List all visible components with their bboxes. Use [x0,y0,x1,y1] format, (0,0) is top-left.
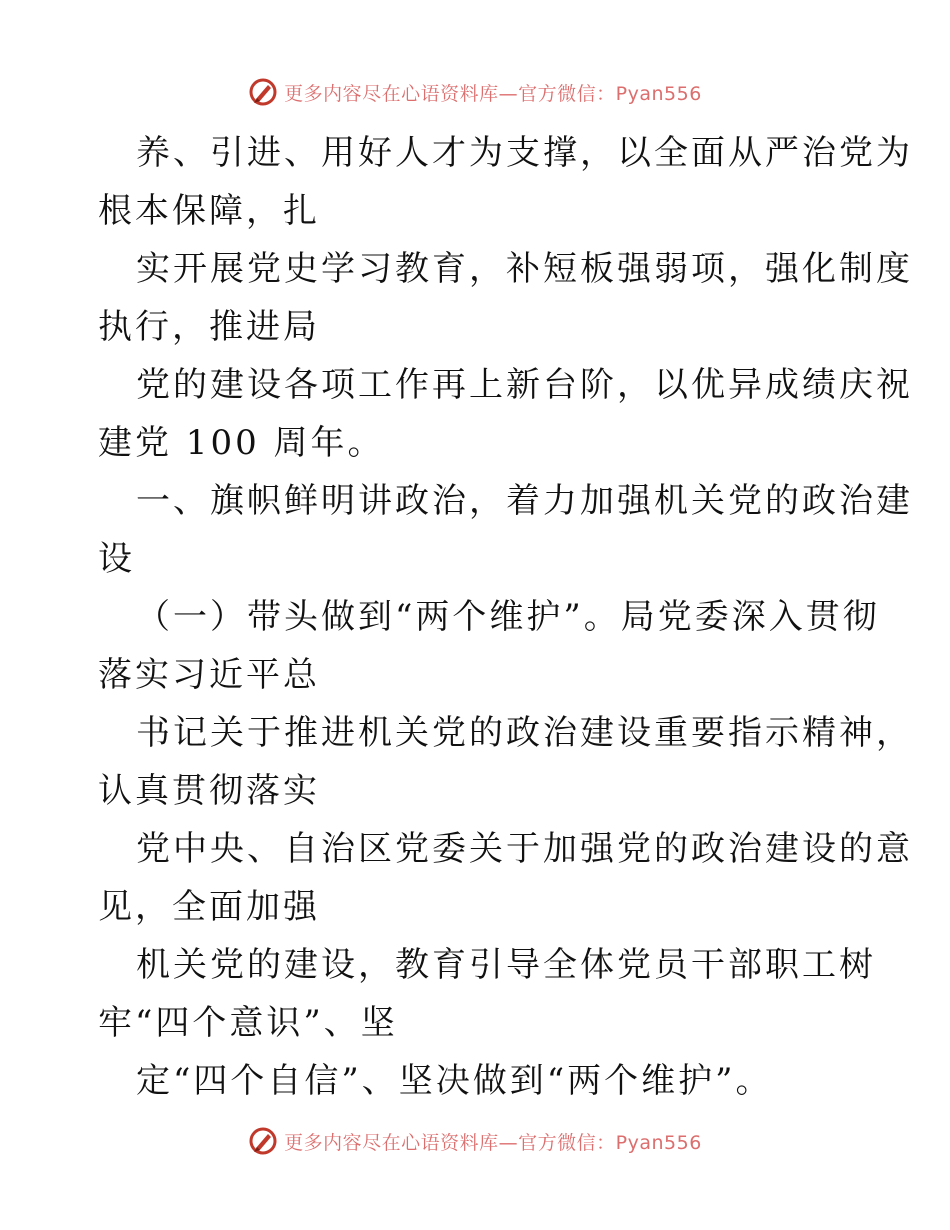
text-line: （一）带头做到“两个维护”。局党委深入贯彻 [136,597,880,637]
paragraph [98,124,913,240]
header-watermark [0,72,950,112]
watermark-text: 更多内容尽在心语资料库—官方微信：Pyan556 [284,82,702,105]
pen-circle-logo-icon [248,1126,278,1156]
pen-circle-logo-icon [248,77,278,107]
text-line: 见，全面加强 [98,887,320,927]
text-line: 认真贯彻落实 [98,771,320,811]
text-line: 执行，推进局 [98,307,320,347]
text-line: 党中央、自治区党委关于加强党的政治建设的意 [136,829,913,869]
text-line: 定“四个自信”、坚决做到“两个维护”。 [136,1061,773,1101]
paragraph [98,588,880,704]
section-heading [98,472,913,588]
text-line: 机关党的建设，教育引导全体党员干部职工树 [136,945,876,985]
paragraph [98,820,913,936]
paragraph [98,704,913,820]
text-line: 养、引进、用好人才为支撑，以全面从严治党为 [136,133,913,173]
text-line: 设 [98,539,135,579]
watermark-text: 更多内容尽在心语资料库—官方微信：Pyan556 [284,1131,702,1154]
text-line: 一、旗帜鲜明讲政治，着力加强机关党的政治建 [136,481,913,521]
paragraph [98,936,876,1052]
text-line: 实开展党史学习教育，补短板强弱项，强化制度 [136,249,913,289]
text-line: 书记关于推进机关党的政治建设重要指示精神， [136,713,913,753]
text-line: 根本保障，扎 [98,191,320,231]
text-line: 牢“四个意识”、坚 [98,1003,398,1043]
paragraph [98,240,913,356]
text-line: 党的建设各项工作再上新台阶，以优异成绩庆祝 [136,365,913,405]
text-line: 落实习近平总 [98,655,320,695]
footer-watermark [0,1121,950,1161]
document-body [98,124,913,1110]
paragraph [98,1052,868,1110]
paragraph [98,356,913,472]
text-line: 建党 100 周年。 [98,423,385,463]
